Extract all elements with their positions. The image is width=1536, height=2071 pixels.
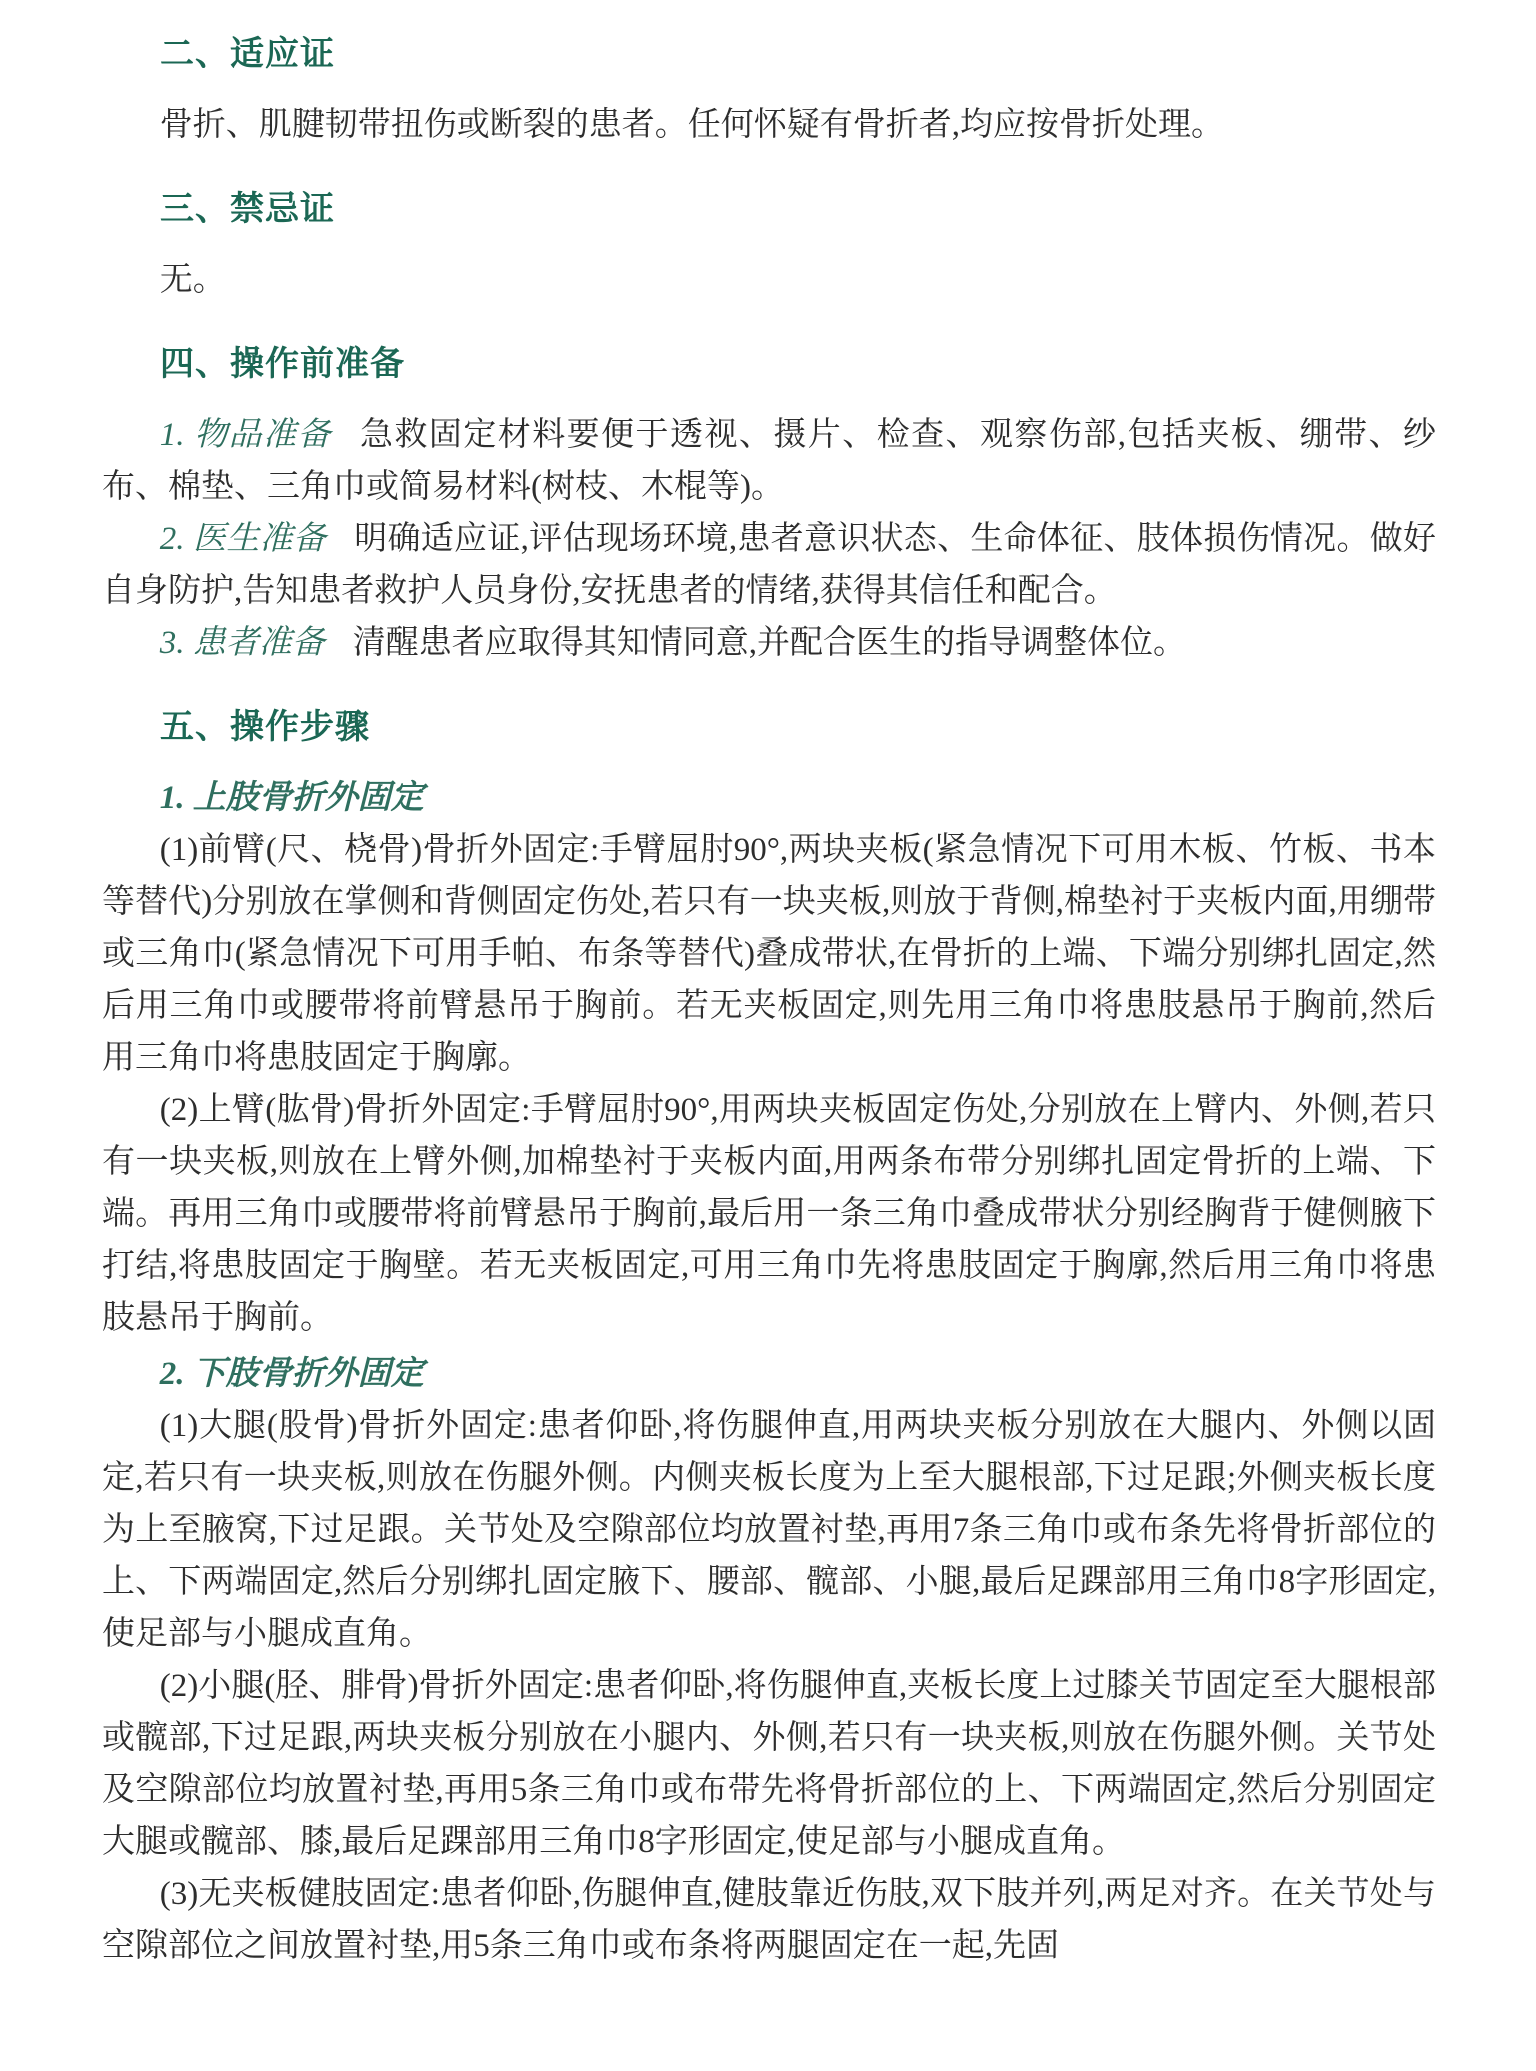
section-contraindications <box>102 187 1436 306</box>
section-indications <box>102 32 1436 151</box>
list-item-text: 急救固定材料要便于透视、摄片、检查、观察伤部,包括夹板、绷带、纱布、棉垫、三角巾或简易材料(树枝、木棍等)。 <box>102 417 1437 505</box>
sub-heading-upper-limb: 1. 上肢骨折外固定 <box>159 780 424 816</box>
section-heading-contraindications: 三、禁忌证 <box>160 190 335 228</box>
list-item-doctor <box>102 513 1436 617</box>
section-heading-indications: 二、适应证 <box>160 35 335 73</box>
paragraph-lower-leg-fixation: (2)小腿(胫、腓骨)骨折外固定:患者仰卧,将伤腿伸直,夹板长度上过膝关节固定至大腿根部或髋部,下过足跟,两块夹板分别放在小腿内、外侧,若只有一块夹板,则放在伤腿外侧。关节处及空隙部位均放置衬垫,再用5条三角巾或布带先将骨折部位的上、下两端固定,然后分别固定大腿或髋部、膝,最后足踝部用三角巾8字形固定,使足部与小腿成直角。 <box>102 1668 1436 1860</box>
list-item-materials <box>102 409 1436 513</box>
list-item-text: 清醒患者应取得其知情同意,并配合医生的指导调整体位。 <box>352 625 1187 661</box>
section-preparation <box>102 342 1436 669</box>
paragraph-no-splint-fixation: (3)无夹板健肢固定:患者仰卧,伤腿伸直,健肢靠近伤肢,双下肢并列,两足对齐。在关节处与空隙部位之间放置衬垫,用5条三角巾或布条将两腿固定在一起,先固 <box>102 1876 1436 1964</box>
paragraph-thigh-fixation: (1)大腿(股骨)骨折外固定:患者仰卧,将伤腿伸直,用两块夹板分别放在大腿内、外侧以固定,若只有一块夹板,则放在伤腿外侧。内侧夹板长度为上至大腿根部,下过足跟;外侧夹板长度为上至腋窝,下过足跟。关节处及空隙部位均放置衬垫,再用7条三角巾或布条先将骨折部位的上、下两端固定,然后分别绑扎固定腋下、腰部、髋部、小腿,最后足踝部用三角巾8字形固定,使足部与小腿成直角。 <box>102 1408 1436 1652</box>
section-heading-preparation: 四、操作前准备 <box>160 345 405 383</box>
paragraph-upper-arm-fixation: (2)上臂(肱骨)骨折外固定:手臂屈肘90°,用两块夹板固定伤处,分别放在上臂内、外侧,若只有一块夹板,则放在上臂外侧,加棉垫衬于夹板内面,用两条布带分别绑扎固定骨折的上端、下端。再用三角巾或腰带将前臂悬吊于胸前,最后用一条三角巾叠成带状分别经胸背于健侧腋下打结,将患肢固定于胸壁。若无夹板固定,可用三角巾先将患肢固定于胸廓,然后用三角巾将患肢悬吊于胸前。 <box>102 1092 1436 1336</box>
list-item-label: 1. 物品准备 <box>159 417 332 453</box>
section-heading-procedure: 五、操作步骤 <box>160 708 370 746</box>
paragraph-forearm-fixation: (1)前臂(尺、桡骨)骨折外固定:手臂屈肘90°,两块夹板(紧急情况下可用木板、竹板、书本等替代)分别放在掌侧和背侧固定伤处,若只有一块夹板,则放于背侧,棉垫衬于夹板内面,用绷带或三角巾(紧急情况下可用手帕、布条等替代)叠成带状,在骨折的上端、下端分别绑扎固定,然后用三角巾或腰带将前臂悬吊于胸前。若无夹板固定,则先用三角巾将患肢悬吊于胸前,然后用三角巾将患肢固定于胸廓。 <box>102 832 1436 1076</box>
list-item-text: 明确适应证,评估现场环境,患者意识状态、生命体征、肢体损伤情况。做好自身防护,告知患者救护人员身份,安抚患者的情绪,获得其信任和配合。 <box>102 521 1437 609</box>
paragraph-indications: 骨折、肌腱韧带扭伤或断裂的患者。任何怀疑有骨折者,均应按骨折处理。 <box>159 107 1224 143</box>
list-item-patient <box>102 617 1436 669</box>
paragraph-contraindications: 无。 <box>159 262 226 298</box>
list-item-label: 2. 医生准备 <box>159 521 327 557</box>
sub-heading-lower-limb: 2. 下肢骨折外固定 <box>159 1356 424 1392</box>
list-item-label: 3. 患者准备 <box>159 625 325 661</box>
section-procedure <box>102 705 1436 1972</box>
